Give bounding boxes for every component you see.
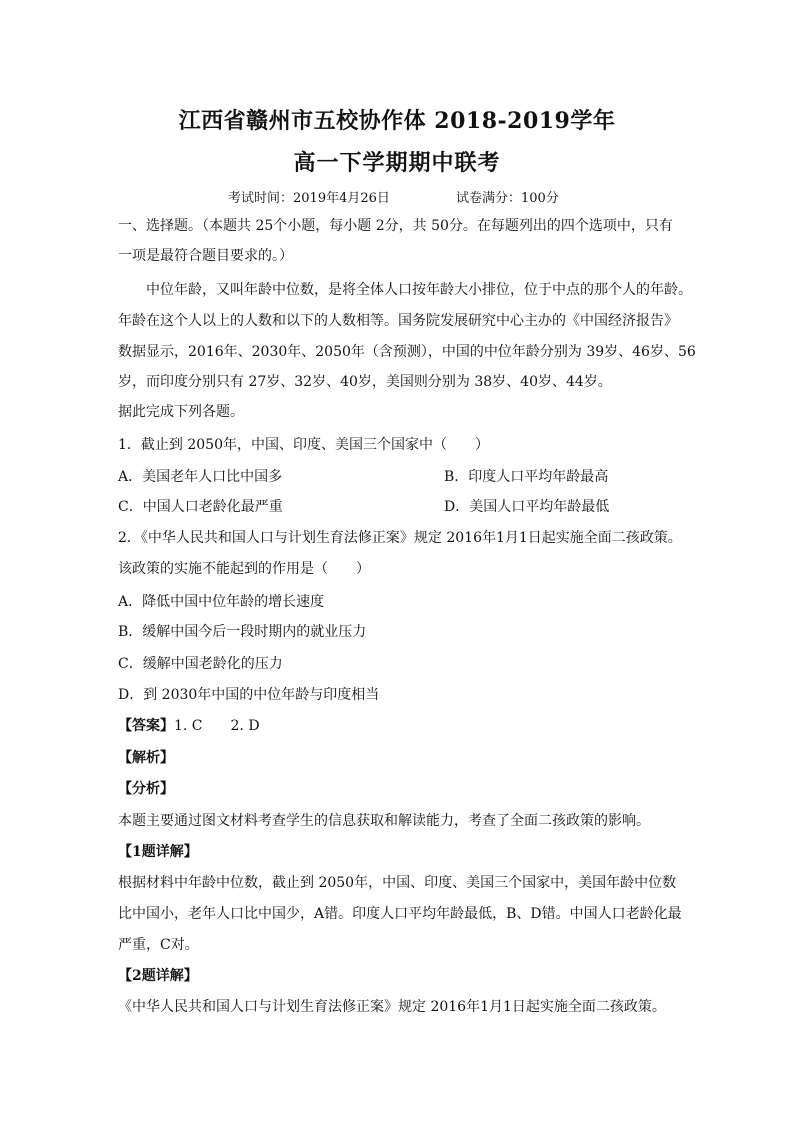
title-line-2: 高一下学期期中联考 [293,150,501,176]
fenxi-heading: 【分析】 [118,781,174,797]
q1-stem: 1．截止到 2050年，中国、印度、美国三个国家中（ ） [118,437,489,453]
passage-line-3: 数据显示，2016年、2030年、2050年（含预测），中国的中位年龄分别为 39岁、46岁、56 [118,344,696,360]
section-instruction-line-1: 一、选择题。（本题共 25个小题，每小题 2分，共 50分。在每题列出的四个选项中，只有 [118,218,673,234]
q1-detail-heading: 【1题详解】 [118,844,198,860]
q1-option-c: C．中国人口老龄化最严重 [118,499,283,515]
passage-line-1: 中位年龄，又叫年龄中位数，是将全体人口按年龄大小排位，位于中点的那个人的年龄。 [146,282,692,298]
q2-option-a: A．降低中国中位年龄的增长速度 [118,594,325,610]
q1-detail-line-3: 严重，C对。 [118,937,199,953]
answer-label: 【答案】 [118,718,174,734]
section-instruction-line-2: 一项是最符合题目要求的。） [118,248,293,264]
q2-option-b: B．缓解中国今后一段时期内的就业压力 [118,624,367,640]
analysis-heading: 【解析】 [118,750,174,766]
q2-option-c: C．缓解中国老龄化的压力 [118,656,283,672]
q1-option-d: D．美国人口平均年龄最低 [444,499,610,515]
fenxi-text: 本题主要通过图文材料考查学生的信息获取和解读能力，考查了全面二孩政策的影响。 [118,813,650,829]
passage-line-5: 据此完成下列各题。 [118,404,244,420]
q1-detail-line-2: 比中国小，老年人口比中国少，A错。印度人口平均年龄最低，B、D错。中国人口老龄化最 [118,906,682,922]
q2-detail-line-1: 《中华人民共和国人口与计划生育法修正案》规定 2016年1月1日起实施全面二孩政策。 [118,999,666,1015]
q2-stem-line-2: 该政策的实施不能起到的作用是（ ） [118,561,370,577]
full-score: 试卷满分：100分 [456,191,559,206]
q2-detail-heading: 【2题详解】 [118,968,198,984]
passage-line-2: 年龄在这个人以上的人数和以下的人数相等。国务院发展研究中心主办的《中国经济报告》 [118,313,678,329]
q1-option-b: B．印度人口平均年龄最高 [444,469,609,485]
q1-option-a: A．美国老年人口比中国多 [118,469,283,485]
answer-line [118,716,260,736]
q2-option-d: D．到 2030年中国的中位年龄与印度相当 [118,687,380,703]
q2-stem-line-1: 2．《中华人民共和国人口与计划生育法修正案》规定 2016年1月1日起实施全面二孩政策。 [118,530,682,546]
q1-detail-line-1: 根据材料中年龄中位数，截止到 2050年，中国、印度、美国三个国家中，美国年龄中位数 [118,875,677,891]
title-line-1: 江西省赣州市五校协作体 2018-2019学年 [178,108,616,134]
passage-line-4: 岁，而印度分别只有 27岁、32岁、40岁，美国则分别为 38岁、40岁、44岁。 [118,374,612,390]
exam-time: 考试时间：2019年4月26日 [228,191,390,206]
answer-value: 1. C 2. D [174,718,260,734]
